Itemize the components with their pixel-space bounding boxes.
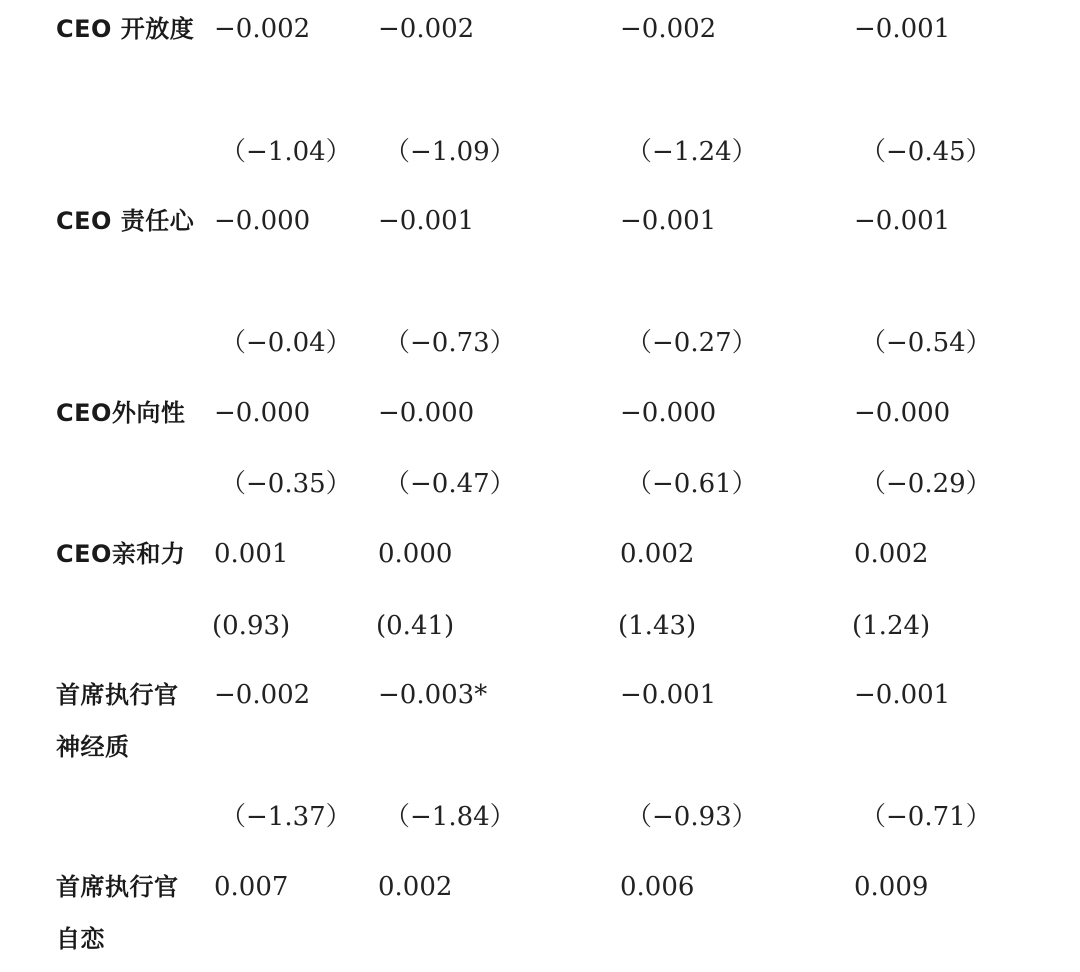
coef-cell: 0.002 bbox=[620, 539, 695, 569]
tstat-cell: （−0.71） bbox=[860, 802, 992, 832]
tstat-cell: (1.43) bbox=[618, 611, 697, 641]
tstat-cell: （−0.29） bbox=[860, 469, 992, 499]
coef-cell: 0.009 bbox=[854, 872, 929, 902]
coef-cell: −0.000 bbox=[854, 398, 951, 428]
coef-cell: 0.002 bbox=[854, 539, 929, 569]
tstat-cell: (0.41) bbox=[376, 611, 455, 641]
tstat-cell: （−1.37） bbox=[220, 802, 352, 832]
coef-cell: −0.003* bbox=[378, 680, 488, 710]
coef-cell: −0.000 bbox=[378, 398, 475, 428]
tstat-cell: （−0.54） bbox=[860, 328, 992, 358]
row-label: 首席执行官自恋 bbox=[56, 873, 179, 953]
coef-cell: −0.000 bbox=[214, 398, 311, 428]
coef-cell: −0.001 bbox=[854, 206, 951, 236]
coef-cell: −0.001 bbox=[854, 14, 951, 44]
tstat-cell: （−1.84） bbox=[384, 802, 516, 832]
tstat-cell: （−1.04） bbox=[220, 137, 352, 167]
tstat-cell: (0.93) bbox=[212, 611, 291, 641]
tstat-cell: （−0.45） bbox=[860, 137, 992, 167]
tstat-cell: （−0.35） bbox=[220, 469, 352, 499]
tstat-cell: （−1.24） bbox=[626, 137, 758, 167]
tstat-cell: （−0.27） bbox=[626, 328, 758, 358]
row-label: CEO亲和力 bbox=[56, 540, 186, 568]
coef-cell: −0.001 bbox=[620, 680, 717, 710]
coef-cell: 0.007 bbox=[214, 872, 289, 902]
coef-cell: 0.001 bbox=[214, 539, 289, 569]
coef-cell: −0.001 bbox=[854, 680, 951, 710]
row-label: CEO 开放度 bbox=[56, 15, 195, 43]
row-label: CEO外向性 bbox=[56, 399, 186, 427]
coef-cell: −0.000 bbox=[214, 206, 311, 236]
coef-cell: 0.006 bbox=[620, 872, 695, 902]
tstat-cell: （−1.09） bbox=[384, 137, 516, 167]
row-label: 首席执行官神经质 bbox=[56, 681, 179, 761]
coef-cell: −0.001 bbox=[378, 206, 475, 236]
tstat-cell: （−0.73） bbox=[384, 328, 516, 358]
tstat-cell: （−0.93） bbox=[626, 802, 758, 832]
coef-cell: −0.002 bbox=[378, 14, 475, 44]
coef-cell: −0.001 bbox=[620, 206, 717, 236]
coef-cell: −0.002 bbox=[214, 14, 311, 44]
tstat-cell: （−0.04） bbox=[220, 328, 352, 358]
coef-cell: −0.002 bbox=[214, 680, 311, 710]
coef-cell: −0.002 bbox=[620, 14, 717, 44]
coef-cell: 0.002 bbox=[378, 872, 453, 902]
coef-cell: 0.000 bbox=[378, 539, 453, 569]
tstat-cell: （−0.47） bbox=[384, 469, 516, 499]
coef-cell: −0.000 bbox=[620, 398, 717, 428]
tstat-cell: （−0.61） bbox=[626, 469, 758, 499]
tstat-cell: (1.24) bbox=[852, 611, 931, 641]
row-label: CEO 责任心 bbox=[56, 207, 195, 235]
